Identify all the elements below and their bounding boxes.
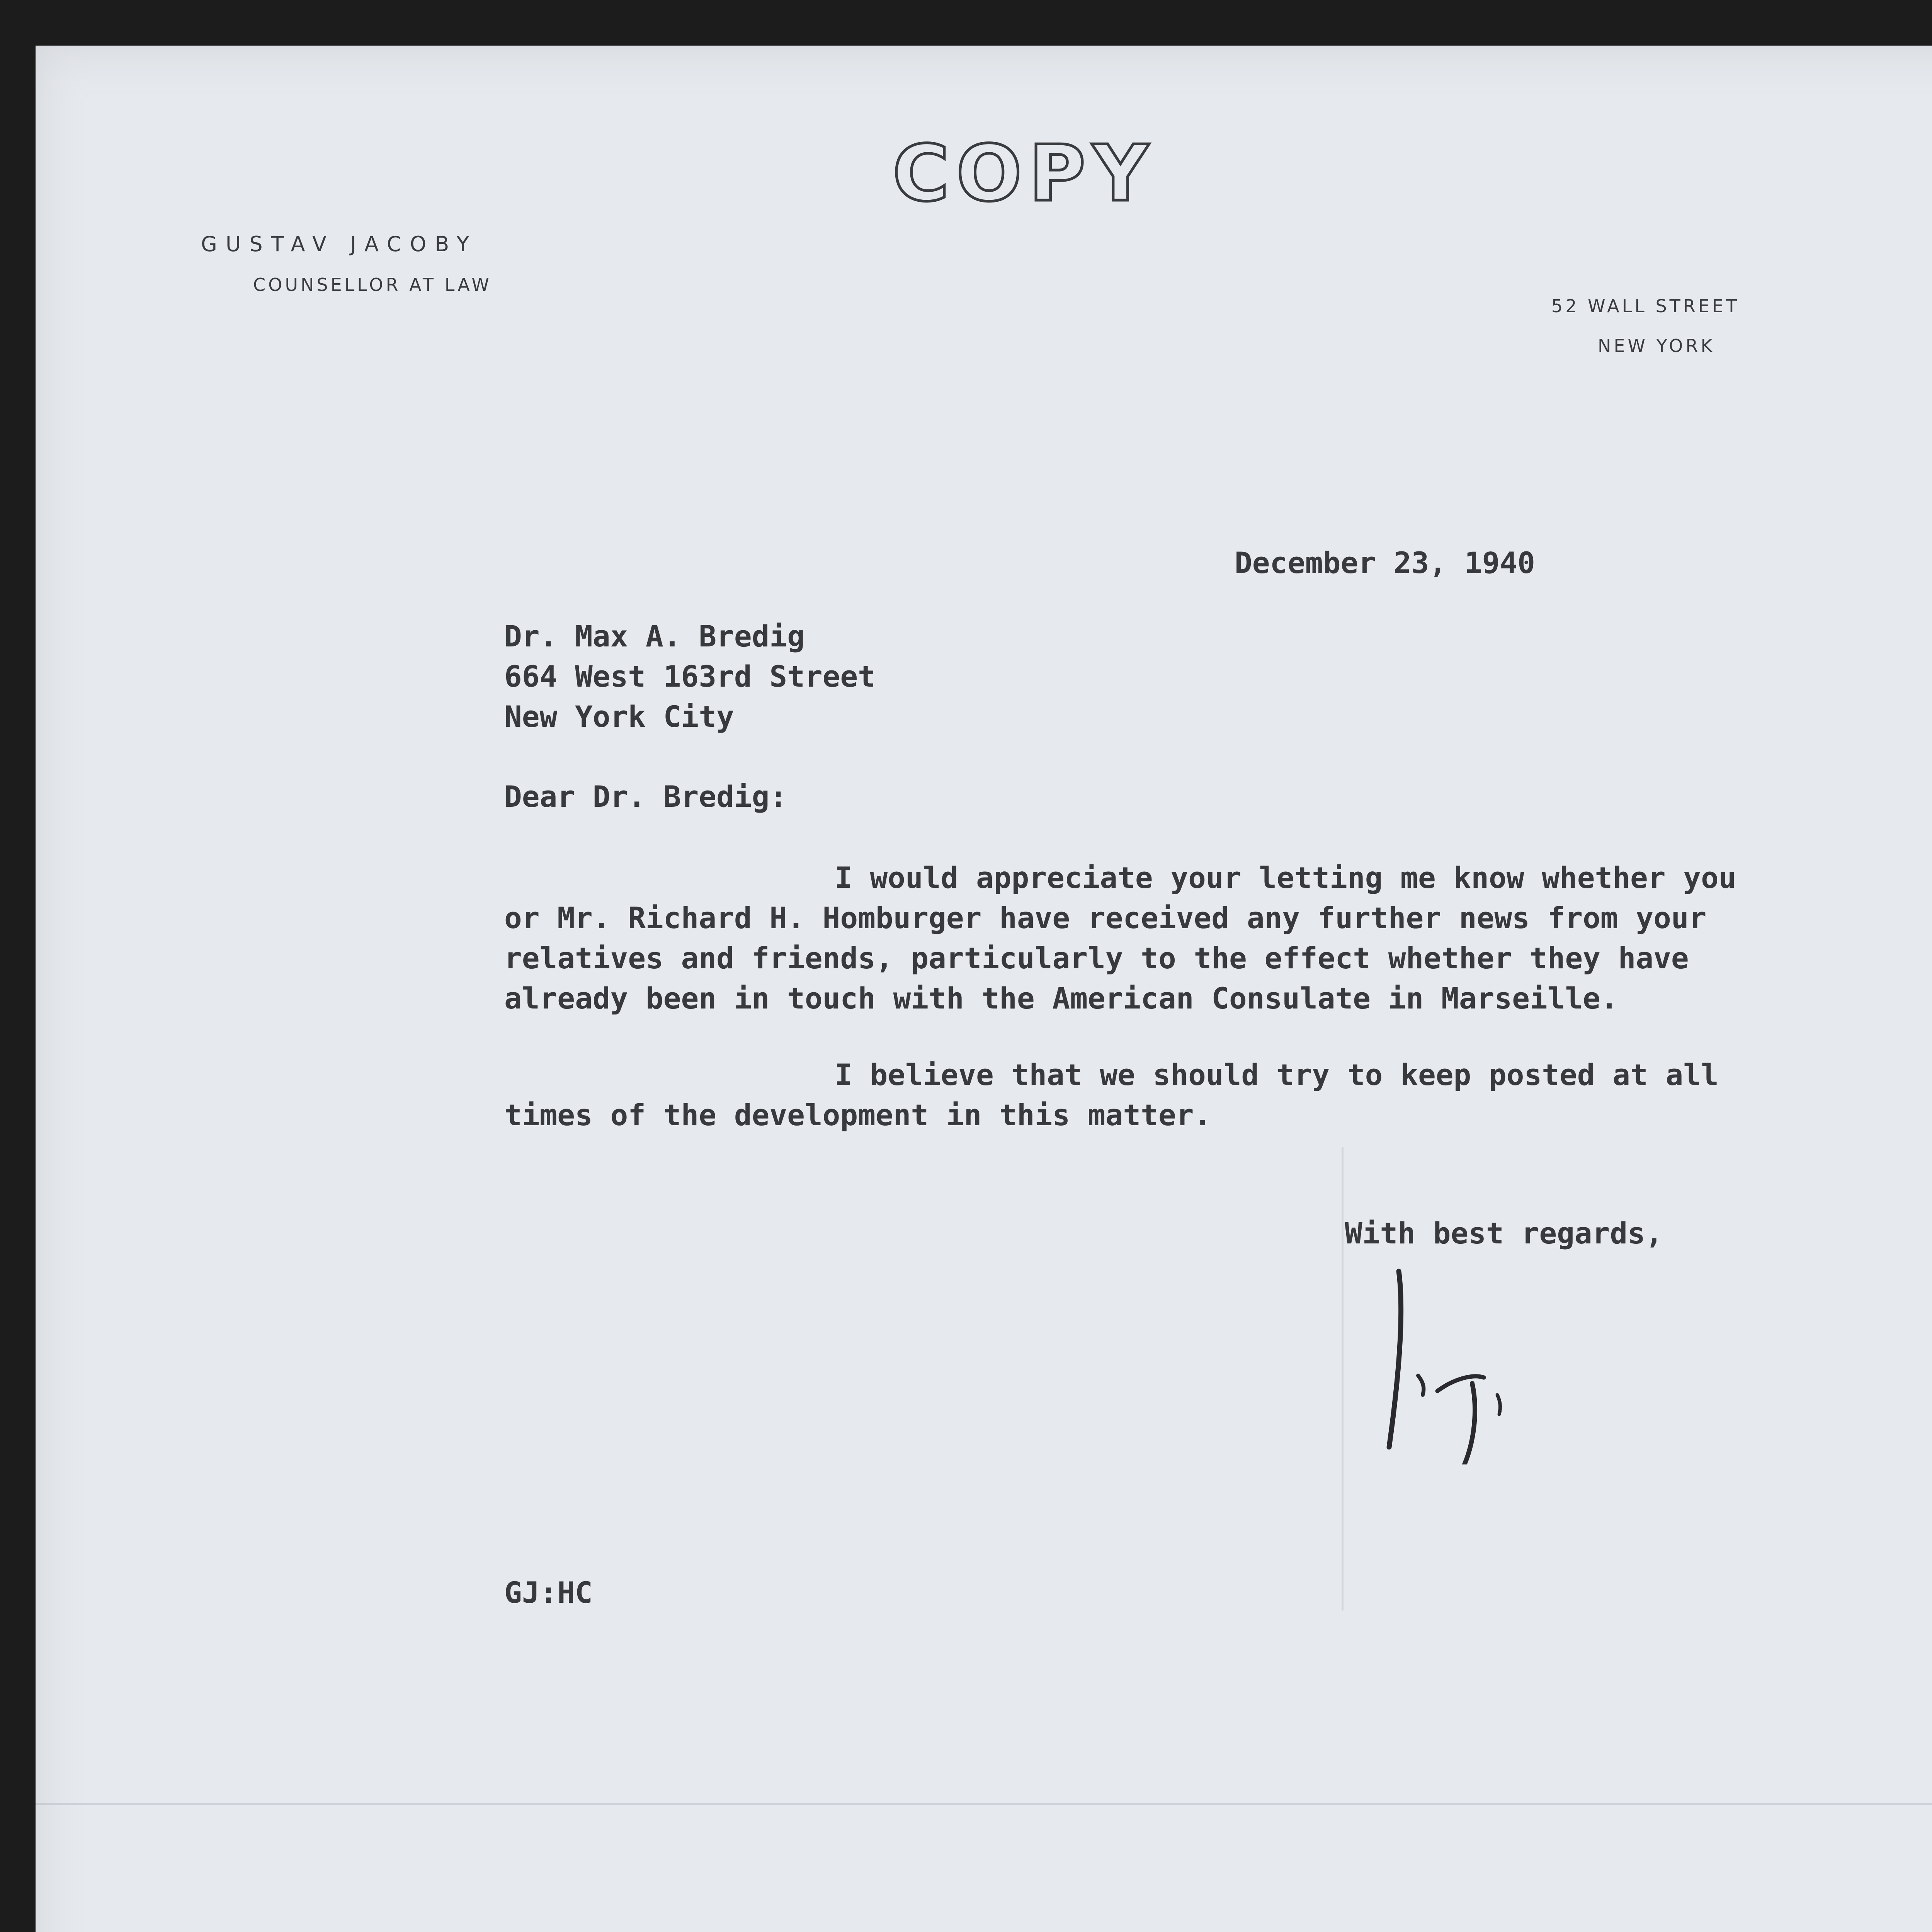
recipient-address (504, 616, 876, 737)
paragraph-line: already been in touch with the American Consulate in Marseille. (504, 981, 1618, 1015)
recipient-name: Dr. Max A. Bredig (504, 619, 805, 653)
paragraph-line: I believe that we should try to keep posted at all (835, 1058, 1719, 1092)
copy-stamp: COPY (892, 129, 1156, 219)
recipient-street: 664 West 163rd Street (504, 659, 876, 694)
paragraph-line: or Mr. Richard H. Homburger have received any further news from your (504, 901, 1707, 935)
body-paragraph-1 (504, 858, 1736, 1019)
salutation: Dear Dr. Bredig: (504, 779, 787, 814)
letterhead-name: GUSTAV JACOBY (201, 232, 478, 256)
closing: With best regards, (1345, 1216, 1663, 1250)
recipient-city: New York City (504, 699, 734, 734)
paragraph-line: I would appreciate your letting me know whether you (835, 861, 1736, 895)
letterhead-title: COUNSELLOR AT LAW (253, 274, 492, 295)
paragraph-line: relatives and friends, particularly to the effect whether they have (504, 941, 1689, 975)
letterhead-street: 52 WALL STREET (1551, 296, 1740, 316)
letter-date: December 23, 1940 (1235, 546, 1535, 580)
body-paragraph-2 (504, 1055, 1719, 1135)
handwritten-signature (1379, 1248, 1511, 1464)
reference-initials: GJ:HC (504, 1575, 593, 1610)
vertical-crease (1342, 1147, 1344, 1611)
paragraph-line: times of the development in this matter. (504, 1098, 1212, 1132)
horizontal-fold-line (36, 1803, 1932, 1805)
letterhead-city: NEW YORK (1598, 335, 1715, 356)
